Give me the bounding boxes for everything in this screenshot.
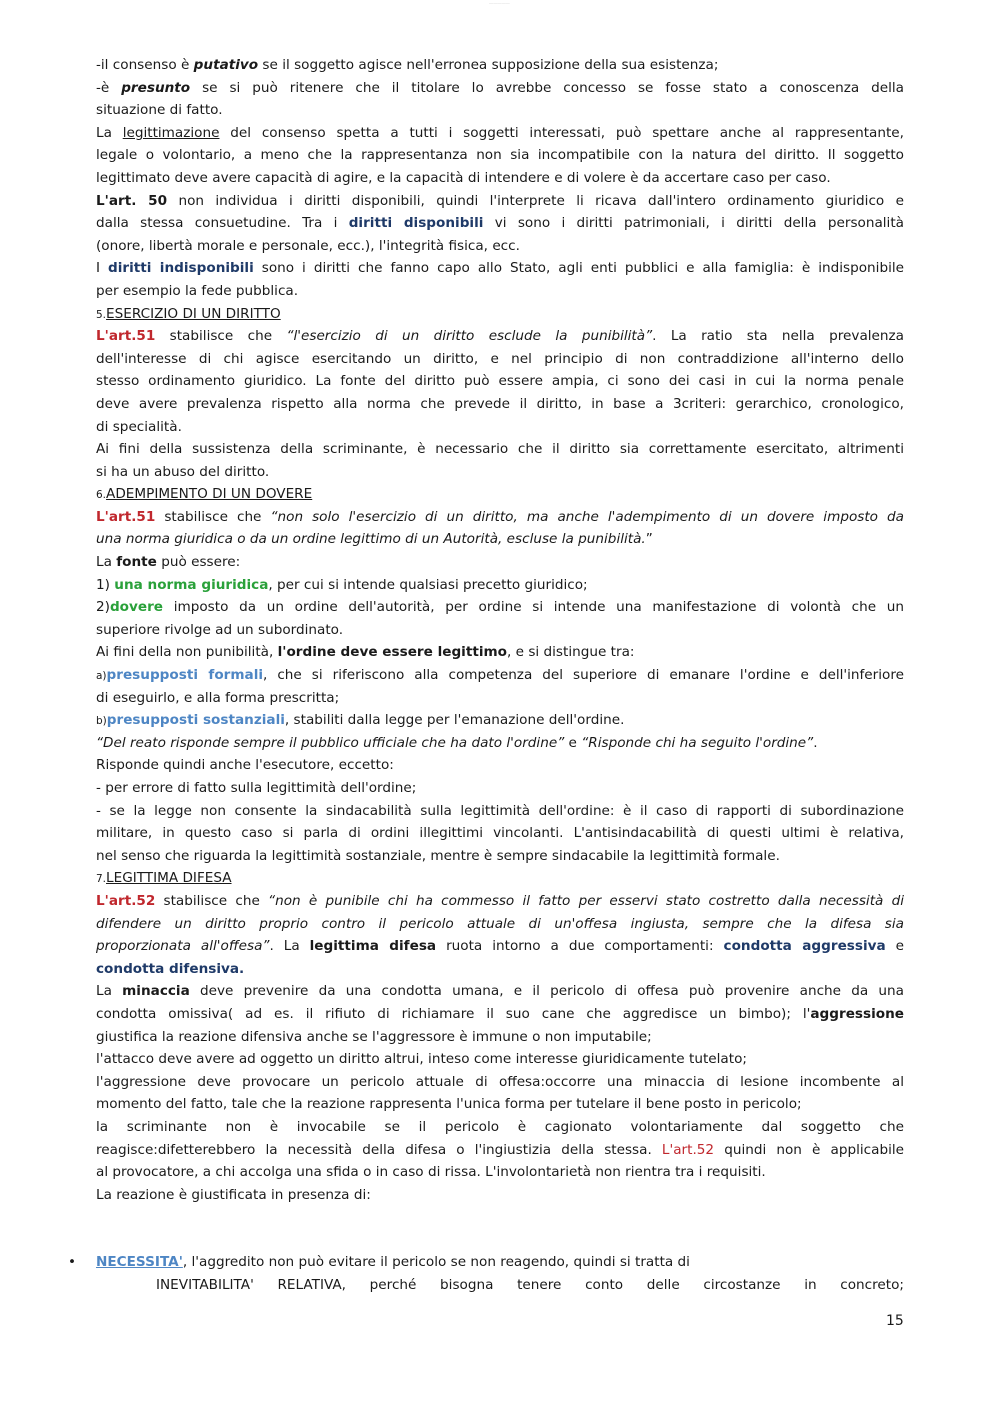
text-line (96, 257, 904, 280)
text-line (96, 1116, 904, 1139)
text-run: reagisce:difetterebbero la necessità della difesa o l'ingiustizia della stessa. (96, 1141, 662, 1158)
text-line (96, 325, 904, 348)
text-line (96, 303, 904, 326)
text-run: e (564, 734, 582, 751)
text-run: presupposti sostanziali (106, 712, 285, 729)
text-run: , per cui si intende qualsiasi precetto giuridico; (268, 576, 588, 593)
text-run: ” (645, 531, 653, 548)
text-run: legittimazione (122, 124, 220, 141)
text-run: fonte (116, 554, 157, 571)
text-run: dovere (109, 599, 164, 616)
text-run: Ai fini della non punibilità, (96, 644, 278, 661)
text-run: -il consenso è (96, 57, 194, 73)
blank-space (96, 1206, 904, 1251)
text-run: . La (269, 938, 310, 955)
text-run: . La ratio sta nella prevalenza (652, 328, 904, 345)
text-run: deve prevenire da una condotta umana, e il pericolo di offesa può provenire anche da una (189, 983, 904, 1000)
text-run: vi sono i diritti patrimoniali, i diritti della personalità (483, 215, 904, 232)
text-line (96, 732, 904, 755)
text-run: - se la legge non consente la sindacabilità sulla legittimità dell'ordine: è il caso di rapporti di subordinazione (96, 802, 904, 819)
text-line (96, 822, 904, 845)
text-line (96, 596, 904, 619)
text-run: può essere: (156, 554, 241, 571)
text-run: ESERCIZIO DI UN DIRITTO (106, 305, 281, 322)
text-run: “non è punibile chi ha commesso il fatto per esservi stato costretto dalla necessità di (268, 892, 905, 909)
text-run: NECESSITA' (96, 1254, 183, 1271)
text-run: “Del reato risponde sempre il pubblico ufficiale che ha dato l'ordine” (96, 734, 565, 751)
text-run: ADEMPIMENTO DI UN DOVERE (106, 486, 313, 503)
text-run: di specialità. (96, 418, 182, 435)
text-run: condotta omissiva( ad es. il rifiuto di richiamare il suo cane che aggredisce un bimbo); l' (96, 1005, 811, 1022)
text-line (96, 1071, 904, 1094)
text-run: stesso ordinamento giuridico. La fonte del diritto può essere ampia, ci sono dei casi in cui la norma penale (96, 373, 904, 390)
body-text (68, 54, 905, 1296)
text-run: 2) (96, 599, 110, 616)
text-run: , stabiliti dalla legge per l'emanazione dell'ordine. (284, 712, 625, 729)
text-line (96, 528, 904, 551)
text-line (96, 483, 904, 506)
text-line (96, 1161, 904, 1184)
text-run: legale o volontario, a meno che la rappresentanza non sia incompatibile con la natura del diritto. Il soggetto (96, 147, 904, 164)
text-run: quindi non è applicabile (714, 1141, 905, 1158)
text-run: l'ordine deve essere legittimo (277, 644, 507, 661)
text-run: b) (96, 715, 107, 728)
text-line (96, 370, 904, 393)
header-mark: ————— (489, 0, 510, 5)
text-run: “non solo l'esercizio di un diritto, ma anche l'adempimento di un dovere imposto da (270, 508, 904, 525)
text-run: L'art. 50 (96, 192, 168, 209)
text-run: diritti indisponibili (108, 260, 254, 277)
text-run: “Risponde chi ha seguito l'ordine” (581, 734, 814, 751)
text-line (96, 777, 904, 800)
text-line (96, 122, 904, 145)
text-run: stabilisce che (155, 508, 271, 525)
text-run: INEVITABILITA' RELATIVA, perché bisogna tenere conto delle circostanze in concreto; (156, 1276, 904, 1293)
text-line (96, 1139, 904, 1162)
text-line (96, 438, 904, 461)
text-line (96, 1048, 904, 1071)
text-run: l'aggressione deve provocare un pericolo attuale di offesa:occorre una minaccia di lesione incombente al (96, 1073, 904, 1090)
text-run: se si può ritenere che il titolare lo avrebbe concesso se fosse stato a conoscenza della (190, 79, 904, 96)
text-run: per esempio la fede pubblica. (96, 282, 299, 299)
text-run: deve avere prevalenza rispetto alla norma che prevede il diritto, in base a 3criteri: gerarchico, cronologico, (96, 395, 904, 412)
text-run: difendere un diritto proprio contro il pericolo attuale di un'offesa ingiusta, sempre che la difesa sia (96, 915, 904, 932)
text-run: dalla stessa consuetudine. Tra i (96, 215, 349, 232)
text-line (96, 99, 904, 122)
text-run: presunto (121, 79, 191, 96)
text-run: proporzionata all'offesa” (96, 938, 270, 955)
text-line (96, 551, 904, 574)
text-run: sono i diritti che fanno capo allo Stato, agli enti pubblici e alla famiglia: è indisponibile (253, 260, 904, 277)
text-line (96, 845, 904, 868)
text-run: L'art.52 (96, 892, 156, 909)
text-line (96, 890, 904, 913)
text-run: “l'esercizio di un diritto esclude la punibilità” (286, 328, 653, 345)
text-line (96, 709, 904, 732)
text-run: nel senso che riguarda la legittimità sostanziale, mentre è sempre sindacabile la legittimità formale. (96, 847, 780, 864)
text-run: 5. (96, 308, 107, 321)
text-run: a) (96, 670, 107, 683)
text-line (96, 212, 904, 235)
text-run: 6. (96, 489, 107, 502)
text-run: condotta difensiva. (96, 960, 245, 977)
text-run: superiore rivolge ad un subordinato. (96, 621, 344, 638)
text-line (96, 77, 904, 100)
text-run: L'art.51 (96, 508, 156, 525)
text-run: Risponde quindi anche l'esecutore, eccetto: (96, 757, 394, 774)
text-line (96, 641, 904, 664)
text-line (96, 393, 904, 416)
text-line (96, 619, 904, 642)
text-run: -è (96, 79, 122, 96)
text-run: una norma giuridica (114, 576, 269, 593)
text-line (96, 190, 904, 213)
text-run: La (96, 983, 123, 1000)
text-run: , l'aggredito non può evitare il pericolo se non reagendo, quindi si tratta di (182, 1254, 690, 1271)
text-run: stabilisce che (155, 328, 287, 345)
text-run: legittima difesa (309, 938, 437, 955)
text-line (96, 348, 904, 371)
text-line (96, 1184, 904, 1207)
text-line (96, 800, 904, 823)
text-run: L'art.52 (661, 1141, 715, 1158)
text-run: 7. (96, 873, 107, 886)
text-run: legittimato deve avere capacità di agire, e la capacità di intendere e di volere è da accertare caso per caso. (96, 169, 831, 186)
text-line (96, 867, 904, 890)
text-line (96, 1026, 904, 1049)
text-line (96, 913, 904, 936)
text-line (96, 1274, 904, 1297)
text-line (96, 664, 904, 687)
text-line (96, 754, 904, 777)
text-line (96, 235, 904, 258)
text-run: militare, in questo caso si parla di ordini illegittimi vincolanti. L'antisindacabilità di questi ultimi è relativa, (96, 825, 904, 842)
text-run: situazione di fatto. (96, 102, 223, 119)
text-run: Ai fini della sussistenza della scriminante, è necessario che il diritto sia correttamente esercitato, altrimenti (96, 441, 904, 458)
text-run: condotta aggressiva (723, 938, 886, 955)
text-run: I (96, 260, 108, 277)
text-line (96, 1003, 904, 1026)
text-run: 1) (96, 576, 115, 593)
text-line (96, 280, 904, 303)
text-run: si ha un abuso del diritto. (96, 463, 270, 480)
text-run: e (885, 938, 905, 955)
text-line (96, 574, 904, 597)
text-run: non individua i diritti disponibili, quindi l'interprete li ricava dall'intero ordinamento giuridico e (167, 192, 904, 209)
text-run: La (96, 124, 123, 141)
page-number: 15 (886, 1313, 904, 1329)
text-run: di eseguirlo, e alla forma prescritta; (96, 689, 340, 706)
text-run: putativo (193, 57, 259, 73)
text-line (96, 958, 904, 981)
text-run: se il soggetto agisce nell'erronea supposizione della sua esistenza; (258, 57, 719, 73)
text-line (96, 461, 904, 484)
text-run: l'attacco deve avere ad oggetto un diritto altrui, inteso come interesse giuridicamente tutelato; (96, 1051, 747, 1068)
text-run: L'art.51 (96, 328, 156, 345)
text-run: momento del fatto, tale che la reazione rappresenta l'unica forma per tutelare il bene posto in pericolo; (96, 1096, 802, 1113)
text-run: , e si distingue tra: (507, 644, 635, 661)
text-run: , che si riferiscono alla competenza del superiore di emanare l'ordine e dell'inferiore (263, 667, 904, 684)
text-run: presupposti formali (106, 667, 264, 684)
text-line (96, 935, 904, 958)
text-run: La (96, 554, 117, 571)
text-run: ruota intorno a due comportamenti: (436, 938, 724, 955)
text-run: al provocatore, a chi accolga una sfida o in caso di rissa. L'involontarietà non rientra tra i requisiti. (96, 1164, 766, 1181)
text-run: imposto da un ordine dell'autorità, per ordine si intende una manifestazione di volontà che un (163, 599, 904, 616)
text-run: la scriminante non è invocabile se il pericolo è cagionato volontariamente dal soggetto che (96, 1118, 904, 1135)
text-run: - per errore di fatto sulla legittimità dell'ordine; (96, 780, 417, 796)
text-line (96, 54, 904, 77)
text-run: (onore, libertà morale e personale, ecc.), l'integrità fisica, ecc. (96, 237, 520, 254)
text-run: aggressione (810, 1005, 904, 1022)
text-line (96, 167, 904, 190)
text-line (96, 980, 904, 1003)
text-run: diritti disponibili (348, 215, 484, 232)
text-line (96, 506, 904, 529)
text-line (96, 687, 904, 710)
text-run: minaccia (122, 983, 190, 1000)
text-run: dell'interesse di chi agisce esercitando un diritto, e nel principio di non contraddizione all'interno dello (96, 350, 904, 367)
text-line: • NECESSITA', l'aggredito non può evitare il pericolo se non reagendo, quindi si tratta di (68, 1254, 690, 1271)
text-line (96, 144, 904, 167)
text-line (96, 1093, 904, 1116)
text-run: LEGITTIMA DIFESA (106, 870, 232, 887)
text-run: giustifica la reazione difensiva anche se l'aggressore è immune o non imputabile; (96, 1028, 652, 1045)
text-line (96, 416, 904, 439)
text-run: una norma giuridica o da un ordine legittimo di un Autorità, escluse la punibilità. (96, 531, 646, 548)
text-run: stabilisce che (155, 892, 269, 909)
text-run: . (813, 734, 818, 751)
text-run: del consenso spetta a tutti i soggetti interessati, può spettare anche al rappresentante, (219, 124, 904, 141)
text-run: La reazione è giustificata in presenza di: (96, 1186, 371, 1203)
